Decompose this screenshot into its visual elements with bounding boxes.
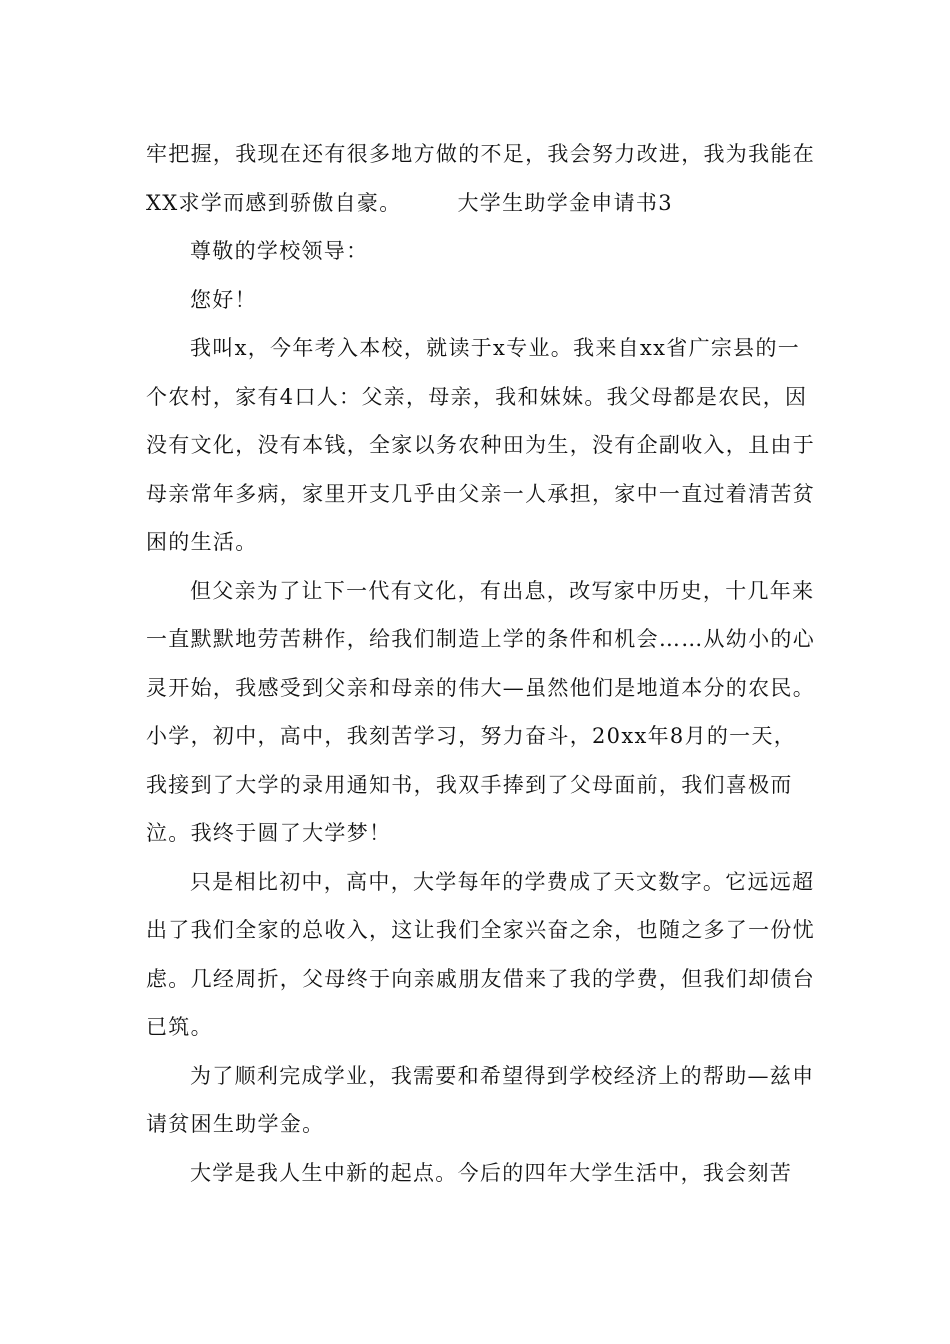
salutation: 尊敬的学校领导： xyxy=(190,239,369,263)
section-title: 大学生助学金申请书3 xyxy=(457,190,673,215)
paragraph-family: 我叫x，今年考入本校，就读于x专业。我来自xx省广宗县的一个农村，家有4口人：父亲，母亲，我和妹妹。我父母都是农民，因没有文化，没有本钱，全家以务农种田为生，没有企副收入，且由于母亲常年多病，家里开支几乎由父亲一人承担，家中一直过着清苦贫困的生活。 xyxy=(146,336,815,554)
greeting: 您好！ xyxy=(190,287,257,312)
paragraph-request: 为了顺利完成学业，我需要和希望得到学校经济上的帮助—兹申请贫困生助学金。 xyxy=(146,1063,815,1136)
continued-text: 牢把握，我现在还有很多地方做的不足，我会努力改进，我为我能在XX求学而感到骄傲自豪。 xyxy=(146,142,815,215)
paragraph-future: 大学是我人生中新的起点。今后的四年大学生活中，我会刻苦 xyxy=(190,1160,793,1185)
continued-paragraph xyxy=(146,130,816,227)
document-body xyxy=(146,130,816,1197)
paragraph-tuition: 只是相比初中，高中，大学每年的学费成了天文数字。它远远超出了我们全家的总收入，这让我们全家兴奋之余，也随之多了一份忧虑。几经周折，父母终于向亲戚朋友借来了我的学费，但我们却债台已筑。 xyxy=(146,869,815,1039)
paragraph-father: 但父亲为了让下一代有文化，有出息，改写家中历史，十几年来一直默默地劳苦耕作，给我们制造上学的条件和机会……从幼小的心灵开始，我感受到父亲和母亲的伟大—虽然他们是地道本分的农民。小学，初中，高中，我刻苦学习，努力奋斗，20xx年8月的一天，我接到了大学的录用通知书，我双手捧到了父母面前，我们喜极而泣。我终于圆了大学梦！ xyxy=(146,578,815,845)
